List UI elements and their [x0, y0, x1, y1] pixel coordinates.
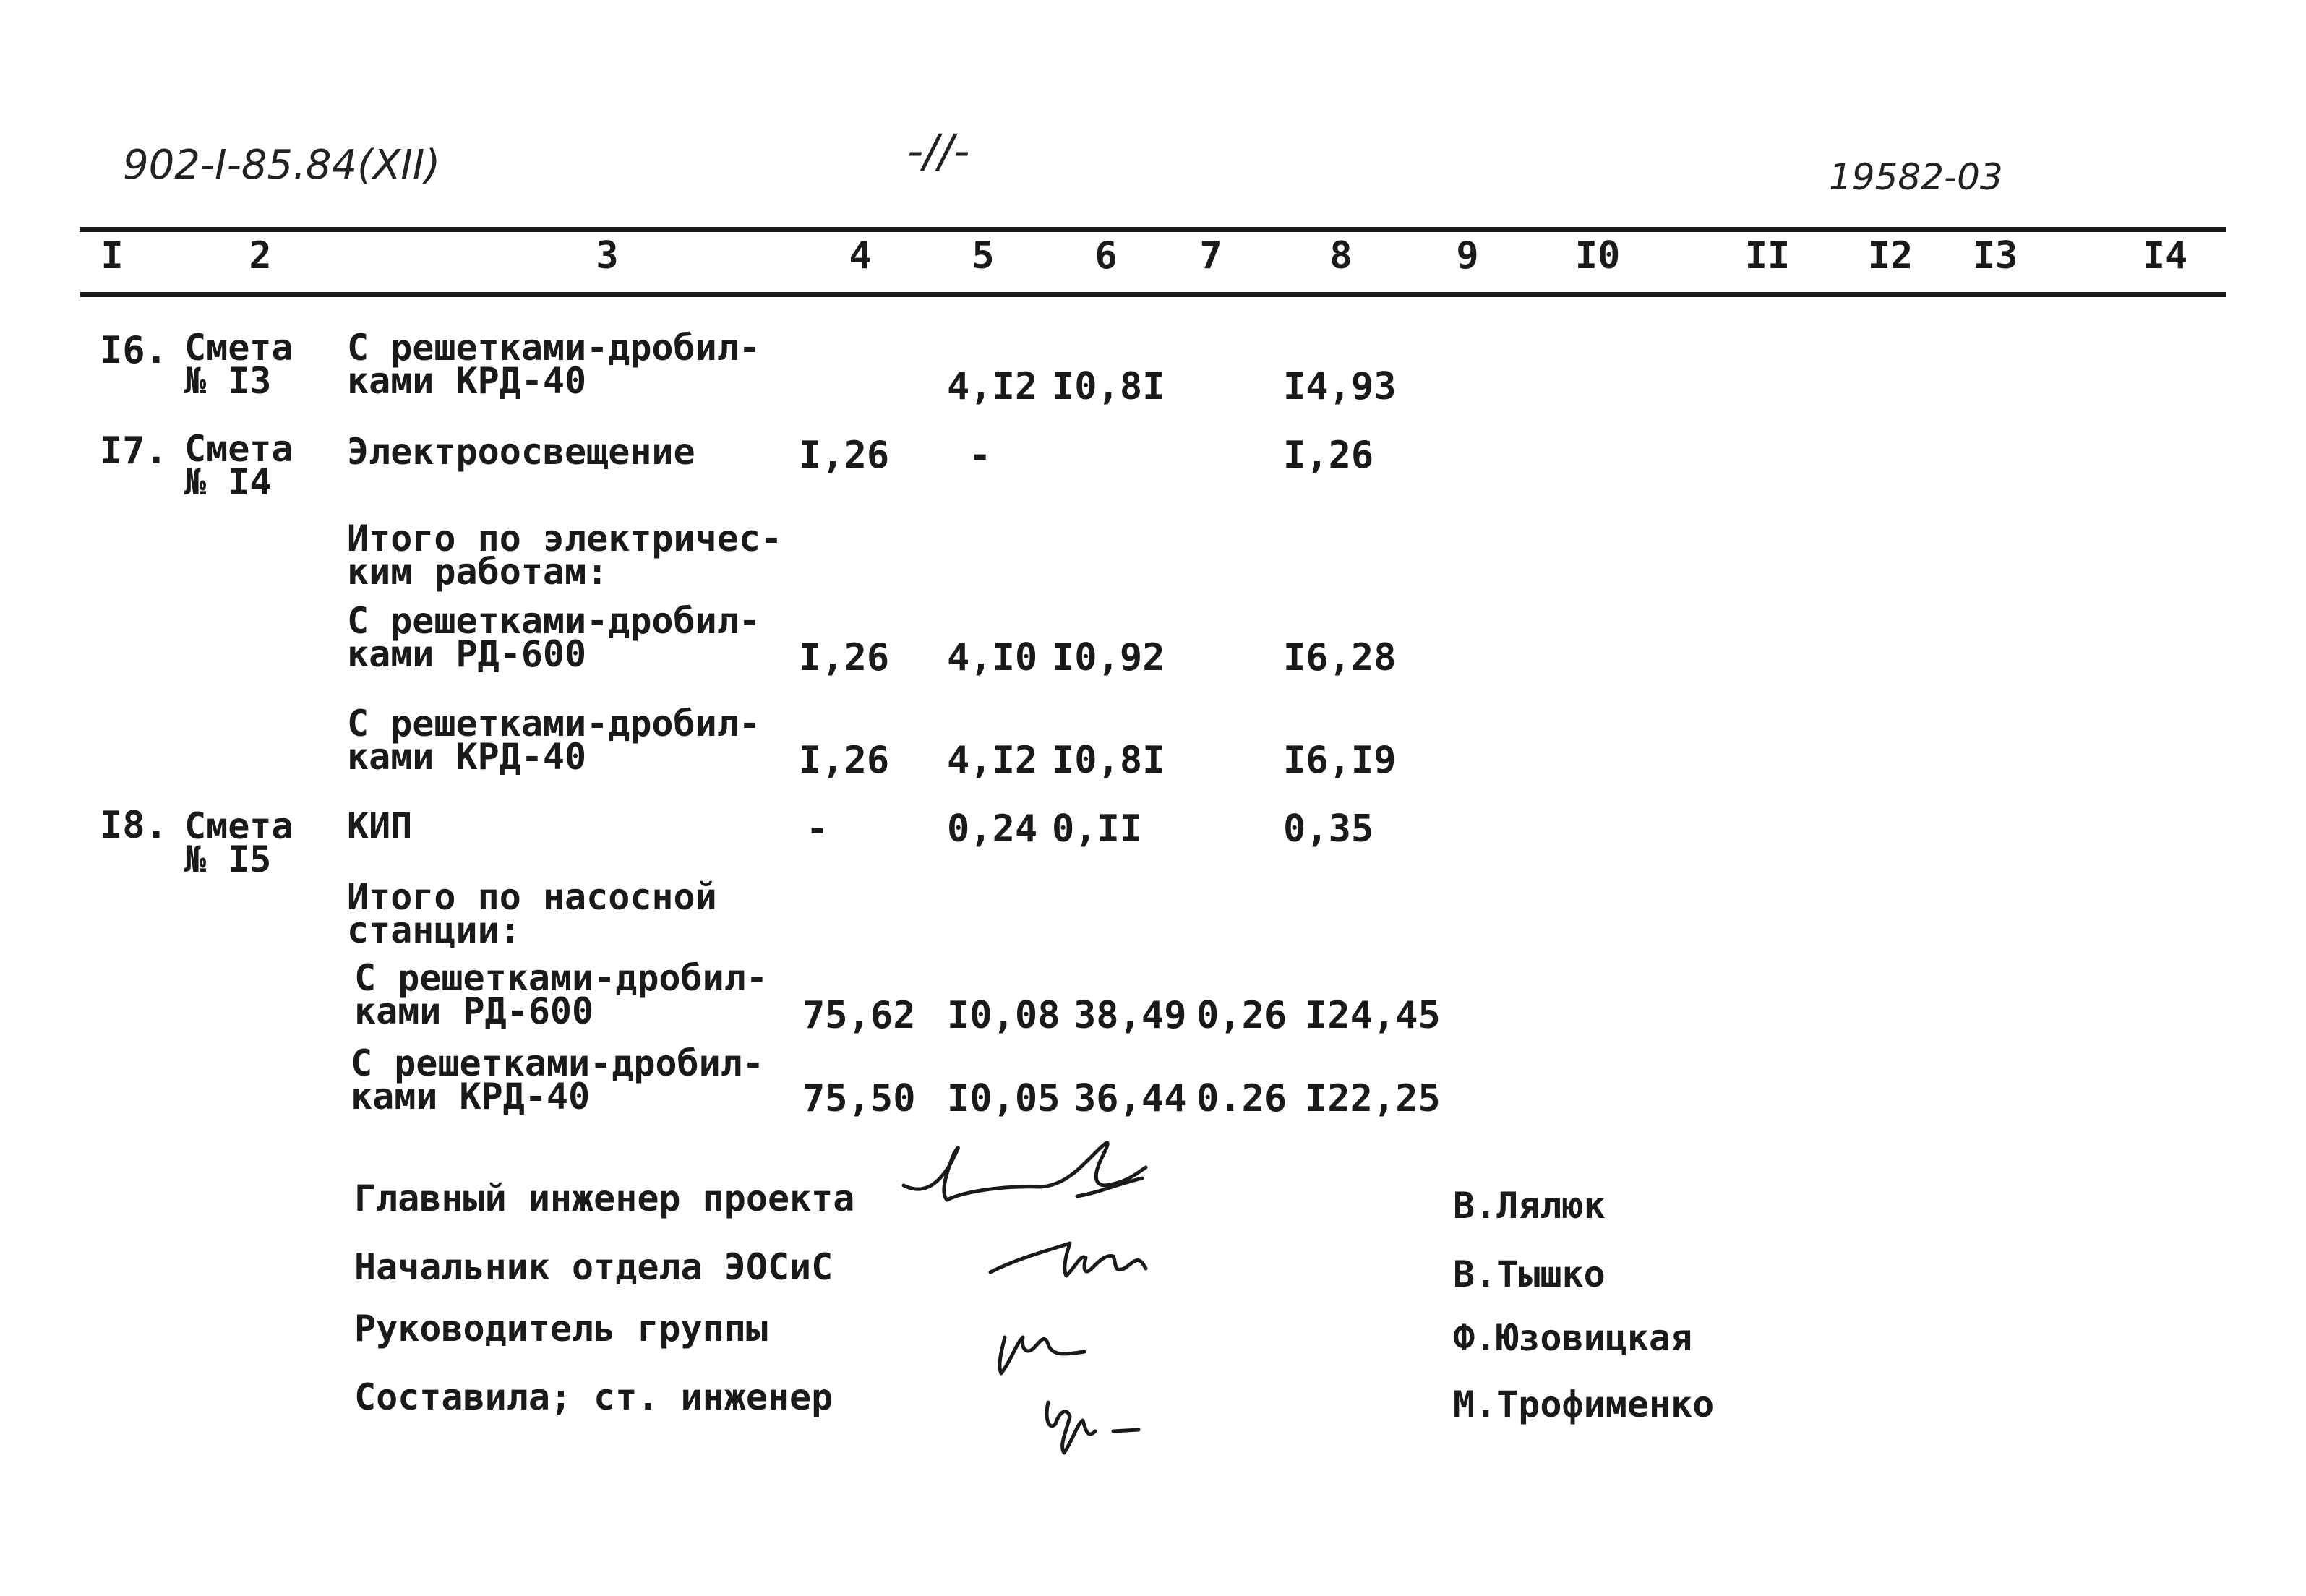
signatory-role: Руководитель группы [354, 1308, 768, 1350]
column-header: 2 [249, 234, 272, 278]
subtotal-heading: Итого по насосной станции: [347, 876, 717, 951]
column-header: I4 [2142, 234, 2188, 278]
document-number: 19582-03 [1829, 156, 2003, 198]
row-description: С решетками-дробил- ками РД-600 [354, 957, 768, 1032]
page-marker: -//- [907, 124, 970, 177]
cell-col7: 0.26 [1196, 1077, 1287, 1120]
column-header: 7 [1199, 234, 1222, 278]
cell-col5: 4,I0 [947, 636, 1038, 679]
signatory-role: Начальник отдела ЭОСиС [354, 1246, 833, 1288]
cell-col8: I6,28 [1283, 636, 1397, 679]
cell-col6: I0,92 [1052, 636, 1165, 679]
cell-col5: 0,24 [947, 807, 1038, 851]
column-header: 8 [1329, 234, 1353, 278]
signatory-name: Ф.Юзовицкая [1453, 1317, 1693, 1359]
cell-col4: I,26 [799, 434, 890, 477]
column-header: 9 [1456, 234, 1479, 278]
column-header: I0 [1574, 234, 1621, 278]
signatory-role: Составила; ст. инженер [354, 1376, 833, 1418]
estimate-ref: Смета № I5 [184, 805, 293, 880]
column-header: I3 [1972, 234, 2018, 278]
cell-col4: 75,50 [802, 1077, 916, 1120]
cell-col5: 4,I2 [947, 739, 1038, 782]
row-number: I8. [100, 804, 168, 847]
cell-col4: I,26 [799, 636, 890, 679]
row-number: I7. [100, 429, 168, 473]
cell-col4: 75,62 [802, 994, 916, 1037]
document-code: 902-I-85.84(XII) [123, 142, 441, 189]
handwritten-signatures [896, 1128, 1243, 1503]
cell-col6: I0,8I [1052, 739, 1165, 782]
row-description: С решетками-дробил- ками КРД-40 [347, 703, 760, 778]
column-header: I [100, 234, 124, 278]
cell-col7: 0,26 [1196, 994, 1287, 1037]
cell-col5: 4,I2 [947, 365, 1038, 408]
column-header: 4 [849, 234, 872, 278]
row-description: С решетками-дробил- ками КРД-40 [351, 1042, 764, 1117]
row-description: КИП [347, 805, 413, 847]
row-number: I6. [100, 329, 168, 372]
cell-col8: I,26 [1283, 434, 1374, 477]
cell-col6: I0,8I [1052, 365, 1165, 408]
cell-col4: - [806, 807, 829, 851]
cell-col8: 0,35 [1283, 807, 1374, 851]
table-bottom-rule [80, 292, 2226, 297]
cell-col5: I0,05 [947, 1077, 1060, 1120]
estimate-ref: Смета № I3 [184, 327, 293, 402]
column-header: II [1744, 234, 1791, 278]
signatory-name: М.Трофименко [1453, 1383, 1715, 1425]
row-description: Электроосвещение [347, 431, 695, 473]
cell-col5: - [969, 434, 992, 477]
column-header: 5 [972, 234, 995, 278]
estimate-ref: Смета № I4 [184, 428, 293, 503]
cell-col6: 0,II [1052, 807, 1143, 851]
cell-col8: I22,25 [1305, 1077, 1441, 1120]
cell-col6: 38,49 [1073, 994, 1187, 1037]
cell-col5: I0,08 [947, 994, 1060, 1037]
column-header: 6 [1094, 234, 1118, 278]
signatory-name: В.Тышко [1453, 1253, 1606, 1295]
subtotal-heading: Итого по электричес- ким работам: [347, 518, 783, 593]
row-description: С решетками-дробил- ками РД-600 [347, 600, 760, 675]
signatory-role: Главный инженер проекта [354, 1177, 855, 1219]
cell-col4: I,26 [799, 739, 890, 782]
cell-col8: I24,45 [1305, 994, 1441, 1037]
cell-col8: I4,93 [1283, 365, 1397, 408]
table-top-rule [80, 227, 2226, 232]
column-header: I2 [1867, 234, 1913, 278]
row-description: С решетками-дробил- ками КРД-40 [347, 327, 760, 402]
signatory-name: В.Лялюк [1453, 1185, 1606, 1227]
cell-col6: 36,44 [1073, 1077, 1187, 1120]
column-header: 3 [596, 234, 619, 278]
cell-col8: I6,I9 [1283, 739, 1397, 782]
